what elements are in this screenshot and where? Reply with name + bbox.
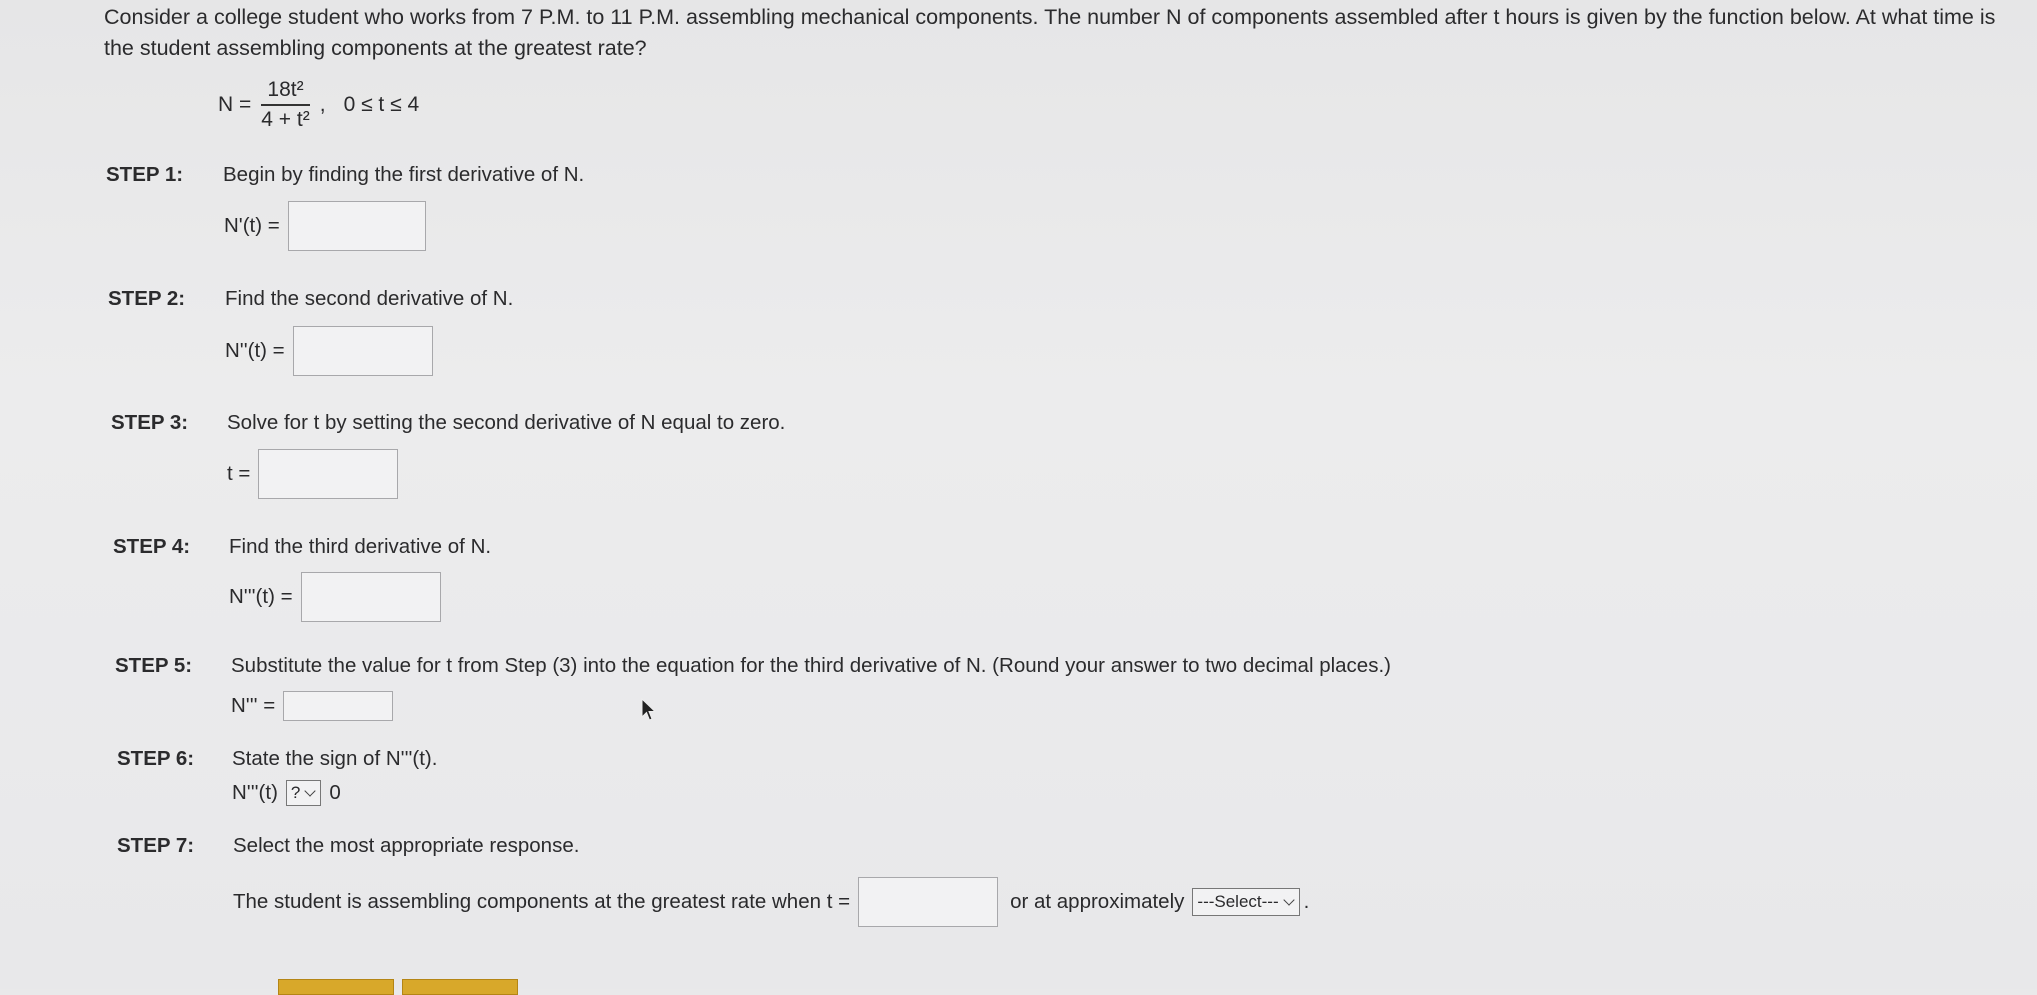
step-instruction: Select the most appropriate response. bbox=[233, 834, 580, 857]
step-6-answer-row bbox=[232, 780, 341, 806]
final-answer-row bbox=[233, 877, 1309, 927]
mouse-cursor-icon bbox=[640, 697, 658, 723]
final-t-input[interactable] bbox=[858, 877, 998, 927]
step-label: STEP 4: bbox=[113, 535, 191, 558]
t-value-input[interactable] bbox=[258, 449, 398, 499]
step-instruction: Substitute the value for t from Step (3) into the equation for the third derivative of N. (Round your answer to two decimal places.) bbox=[231, 654, 1391, 677]
formula-numerator: 18t² bbox=[261, 78, 309, 106]
final-answer-middle: or at approximately bbox=[1010, 890, 1185, 913]
step-label: STEP 6: bbox=[117, 747, 195, 770]
formula-domain: 0 ≤ t ≤ 4 bbox=[343, 93, 420, 116]
second-derivative-label: N''(t) = bbox=[225, 339, 285, 362]
third-derivative-label: N'''(t) = bbox=[229, 585, 293, 608]
save-button[interactable] bbox=[402, 979, 518, 995]
step-instruction: Find the second derivative of N. bbox=[225, 287, 514, 310]
sign-expression-label: N'''(t) bbox=[232, 781, 278, 804]
step-label: STEP 5: bbox=[115, 654, 193, 677]
step-label: STEP 3: bbox=[111, 411, 189, 434]
first-derivative-input[interactable] bbox=[288, 201, 426, 251]
step-instruction: Begin by finding the first derivative of N. bbox=[223, 163, 585, 186]
first-derivative-label: N'(t) = bbox=[224, 214, 280, 237]
chevron-down-icon bbox=[1283, 894, 1294, 905]
final-answer-prefix: The student is assembling components at the greatest rate when t = bbox=[233, 890, 851, 913]
step-instruction: Solve for t by setting the second derivative of N equal to zero. bbox=[227, 411, 786, 434]
third-derivative-value-label: N''' = bbox=[231, 694, 276, 717]
t-value-label: t = bbox=[227, 462, 251, 485]
step-5-answer-row bbox=[231, 691, 393, 721]
submit-button[interactable] bbox=[278, 979, 394, 995]
step-label: STEP 1: bbox=[106, 163, 184, 186]
step-instruction: State the sign of N'''(t). bbox=[232, 747, 438, 770]
sign-comparison-zero: 0 bbox=[329, 781, 341, 804]
sign-select[interactable] bbox=[286, 780, 321, 806]
third-derivative-value-input[interactable] bbox=[283, 691, 393, 721]
second-derivative-input[interactable] bbox=[293, 326, 433, 376]
final-answer-suffix: . bbox=[1303, 890, 1310, 913]
step-1-answer-row bbox=[224, 201, 426, 251]
sign-select-value: ? bbox=[290, 783, 301, 802]
chevron-down-icon bbox=[305, 785, 316, 796]
step-3-answer-row bbox=[227, 449, 398, 499]
step-4-answer-row bbox=[229, 572, 441, 622]
formula-fraction bbox=[261, 78, 309, 132]
time-select[interactable] bbox=[1192, 888, 1299, 916]
formula-comma: , bbox=[319, 93, 326, 116]
function-formula bbox=[218, 78, 419, 132]
step-2-answer-row bbox=[225, 326, 433, 376]
step-instruction: Find the third derivative of N. bbox=[229, 535, 492, 558]
time-select-value: ---Select--- bbox=[1197, 892, 1279, 911]
third-derivative-input[interactable] bbox=[301, 572, 441, 622]
question-text: Consider a college student who works from 7 P.M. to 11 P.M. assembling mechanical components. The number N of components assembled after t hours is given by the function below. At what time is the student assembling components at the greatest rate? bbox=[104, 5, 1996, 60]
step-label: STEP 7: bbox=[117, 834, 195, 857]
step-label: STEP 2: bbox=[108, 287, 186, 310]
formula-denominator: 4 + t² bbox=[261, 108, 310, 131]
formula-lhs: N = bbox=[218, 93, 252, 116]
